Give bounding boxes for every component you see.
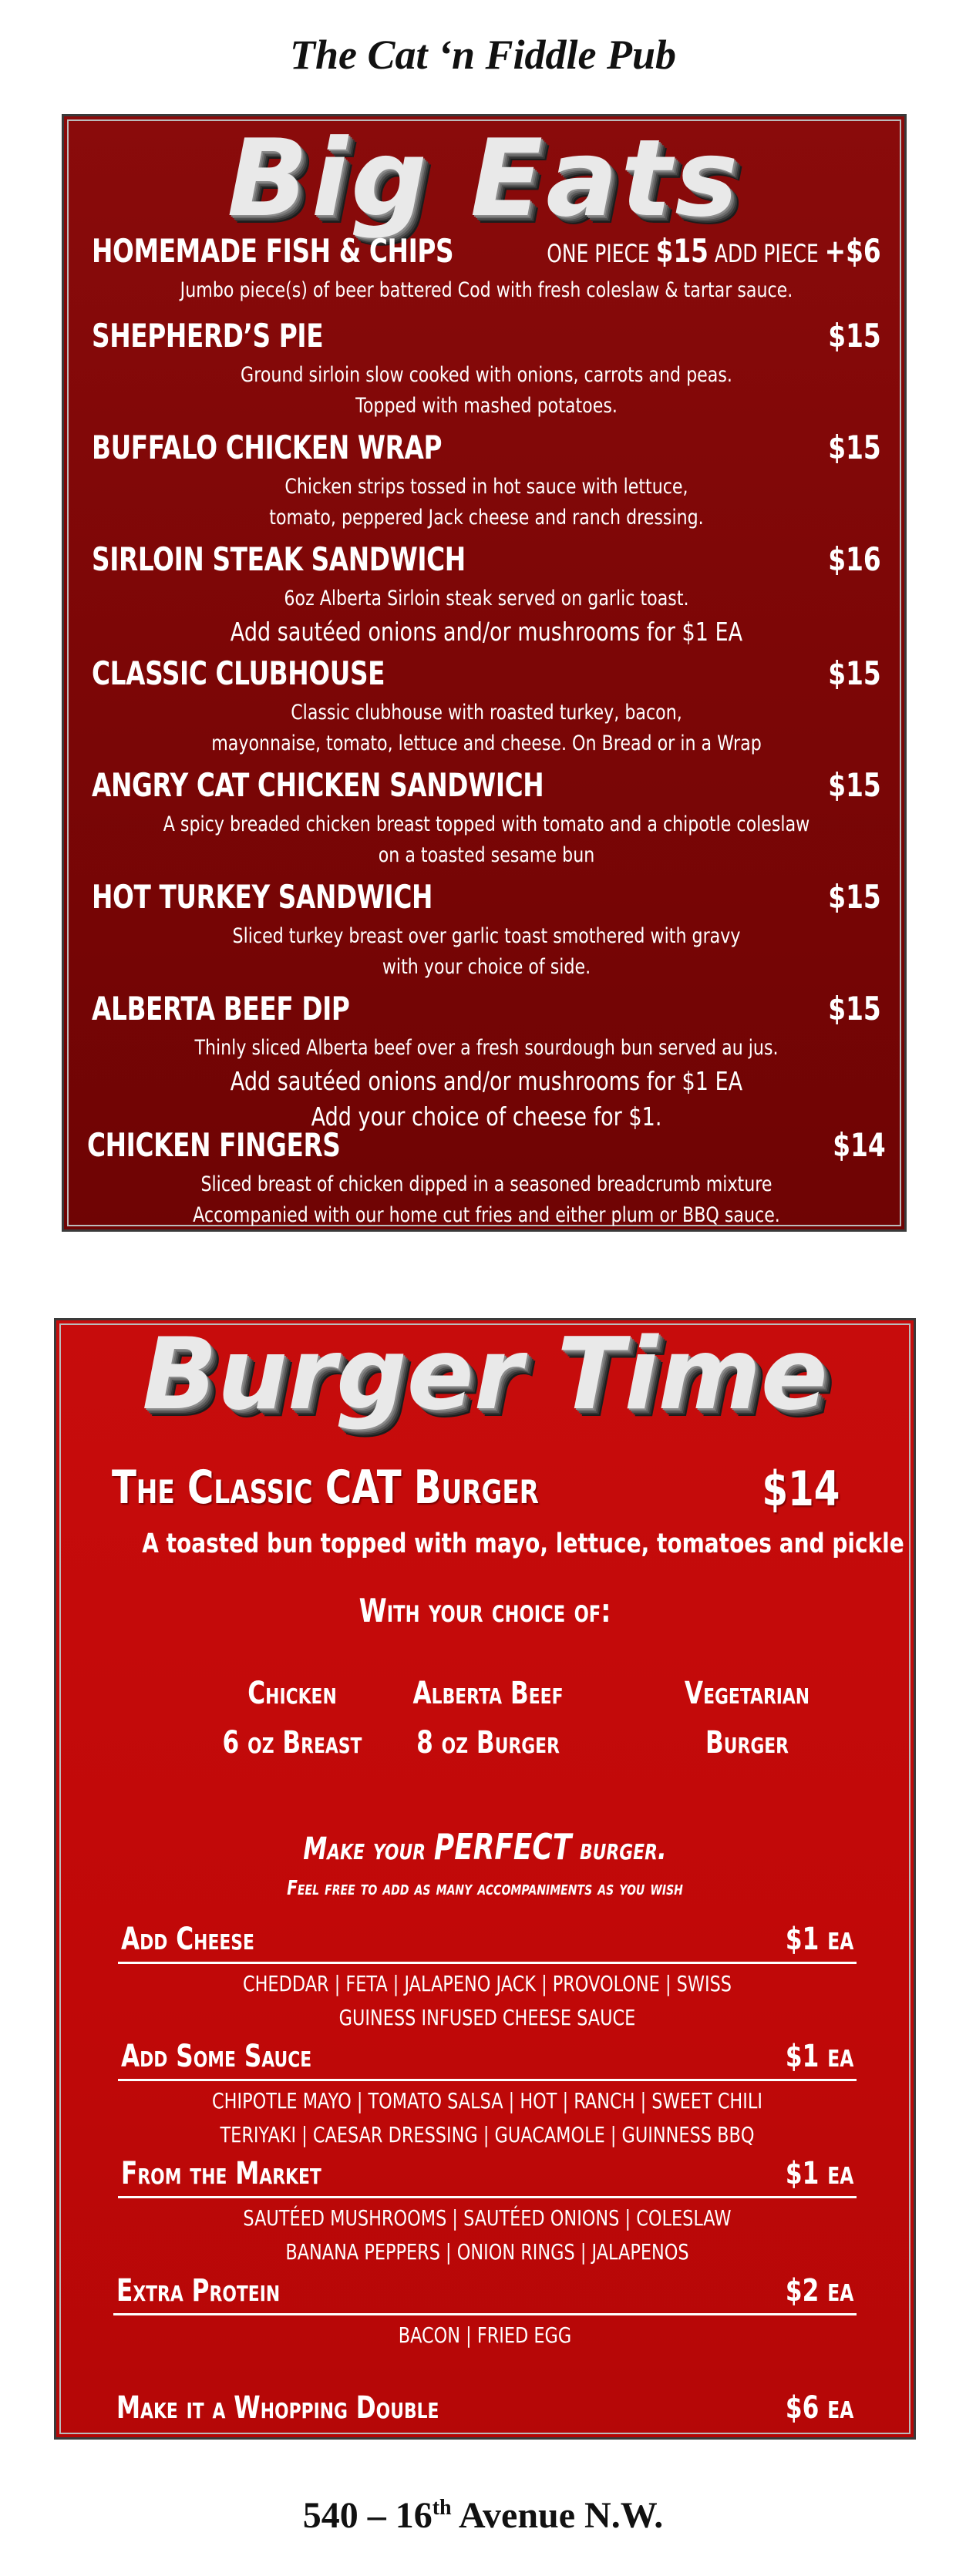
- addon-price: [786, 2039, 853, 2074]
- item-description: Classic clubhouse with roasted turkey, bacon,: [291, 701, 682, 725]
- feel-free-note: Feel free to add as many accompaniments as you wish: [287, 1877, 683, 1900]
- item-name: HOT TURKEY SANDWICH: [92, 878, 433, 916]
- address-text: 540 – 16: [302, 2495, 433, 2536]
- classic-burger-name: The Classic CAT Burger: [112, 1461, 539, 1515]
- addon-price: [786, 2273, 853, 2309]
- big-eats-panel: [62, 114, 907, 1232]
- item-name: ANGRY CAT CHICKEN SANDWICH: [92, 766, 544, 804]
- burger-time-panel: [54, 1318, 916, 2440]
- addon-protein: [113, 2273, 857, 2352]
- price-label: ADD PIECE: [715, 239, 820, 268]
- addon-name: Add Some Sauce: [121, 2039, 312, 2074]
- item-description: Sliced turkey breast over garlic toast smothered with gravy: [232, 924, 741, 948]
- item-description: Chicken strips tossed in hot sauce with lettuce,: [284, 475, 688, 499]
- addon-options: CHIPOTLE MAYO | TOMATO SALSA | HOT | RANCH | SWEET CHILI: [212, 2088, 762, 2114]
- choice-line: Burger: [705, 1725, 789, 1760]
- item-description: mayonnaise, tomato, lettuce and cheese. On Bread or in a Wrap: [211, 731, 762, 755]
- item-description: on a toasted sesame bun: [378, 843, 595, 867]
- addon-options: GUINESS INFUSED CHEESE SAUCE: [338, 2005, 636, 2030]
- addon-price-unit: EA: [826, 2163, 853, 2190]
- addon-price-value: $1: [785, 1922, 820, 1957]
- addon-options: SAUTÉED MUSHROOMS | SAUTÉED ONIONS | COLESLAW: [243, 2205, 732, 2231]
- addon-name: From the Market: [121, 2156, 321, 2191]
- addon-options: CHEDDAR | FETA | JALAPENO JACK | PROVOLONE | SWISS: [242, 1971, 732, 1996]
- item-price: $15: [828, 317, 881, 355]
- item-price: $16: [828, 540, 881, 578]
- addon-price-value: $1: [785, 2156, 820, 2191]
- item-description: Topped with mashed potatoes.: [355, 394, 618, 418]
- item-price: $15: [828, 878, 881, 916]
- choice-heading: With your choice of:: [358, 1592, 611, 1629]
- make-perfect-text: burger.: [571, 1831, 667, 1867]
- item-name: CLASSIC CLUBHOUSE: [92, 654, 385, 692]
- item-name: HOMEMADE FISH & CHIPS: [92, 232, 454, 270]
- menu-item-fish-chips: [86, 232, 887, 306]
- choice-line: Vegetarian: [684, 1676, 810, 1711]
- item-description: tomato, peppered Jack cheese and ranch dressing.: [269, 506, 704, 530]
- item-name: SHEPHERD’S PIE: [92, 317, 324, 355]
- make-perfect-heading: [150, 1826, 819, 1868]
- item-price: [547, 232, 881, 270]
- big-eats-banner: Big Eats: [227, 116, 742, 240]
- menu-item-alberta-beef-dip: [86, 990, 887, 1135]
- addon-price-unit: EA: [826, 1929, 853, 1956]
- make-perfect-emphasis: PERFECT: [433, 1826, 572, 1868]
- item-name: CHICKEN FINGERS: [87, 1126, 341, 1164]
- classic-burger-price: $14: [762, 1461, 840, 1517]
- addon-price: [786, 1922, 853, 1957]
- item-description: Ground sirloin slow cooked with onions, carrots and peas.: [241, 363, 732, 387]
- pub-title: The Cat ‘n Fiddle Pub: [289, 32, 677, 78]
- price-value: +$6: [824, 232, 881, 270]
- addon-price-unit: EA: [826, 2046, 853, 2073]
- addon-price-value: $6: [785, 2390, 820, 2426]
- menu-item-shepherds-pie: [86, 317, 887, 422]
- addon-price-value: $1: [785, 2039, 820, 2074]
- addon-price-unit: EA: [826, 2280, 853, 2307]
- menu-item-classic-clubhouse: [86, 654, 887, 759]
- item-description: Accompanied with our home cut fries and either plum or BBQ sauce.: [193, 1203, 780, 1227]
- item-name: ALBERTA BEEF DIP: [92, 990, 350, 1027]
- choice-vegetarian: [651, 1669, 843, 1767]
- choice-line: Alberta Beef: [412, 1676, 564, 1711]
- addon-whopping-double: [113, 2390, 857, 2430]
- addon-price-unit: EA: [826, 2397, 853, 2424]
- menu-item-angry-cat-chicken-sandwich: [86, 766, 887, 871]
- item-extra: Add sautéed onions and/or mushrooms for $1 EA: [230, 617, 743, 647]
- item-description: 6oz Alberta Sirloin steak served on garlic toast.: [284, 587, 689, 610]
- addon-price: [786, 2156, 853, 2191]
- addon-options: TERIYAKI | CAESAR DRESSING | GUACAMOLE | GUINNESS BBQ: [220, 2122, 755, 2147]
- menu-item-buffalo-chicken-wrap: [86, 429, 887, 533]
- item-name: SIRLOIN STEAK SANDWICH: [92, 540, 466, 578]
- item-name: BUFFALO CHICKEN WRAP: [92, 429, 443, 466]
- addon-sauce: [118, 2039, 857, 2152]
- item-description: Sliced breast of chicken dipped in a seasoned breadcrumb mixture: [200, 1172, 772, 1196]
- item-price: $15: [828, 429, 881, 466]
- menu-item-sirloin-steak-sandwich: [86, 540, 887, 650]
- item-extra: Add sautéed onions and/or mushrooms for $1 EA: [230, 1066, 743, 1096]
- make-perfect-text: Make your: [303, 1831, 434, 1867]
- item-price: $14: [833, 1126, 886, 1164]
- item-price: $15: [828, 654, 881, 692]
- menu-item-hot-turkey-sandwich: [86, 878, 887, 983]
- choice-alberta-beef: [392, 1669, 584, 1767]
- addon-price-value: $2: [785, 2273, 820, 2309]
- item-description: A spicy breaded chicken breast topped with tomato and a chipotle coleslaw: [163, 812, 810, 836]
- addon-name: Make it a Whopping Double: [116, 2390, 439, 2426]
- pub-address: [0, 2494, 966, 2537]
- addon-options: BACON | FRIED EGG: [398, 2322, 572, 2348]
- item-extra: Add your choice of cheese for $1.: [311, 1101, 662, 1132]
- addon-options: BANANA PEPPERS | ONION RINGS | JALAPENOS: [285, 2239, 689, 2265]
- choice-line: 6 oz Breast: [222, 1725, 362, 1760]
- item-price: $15: [828, 990, 881, 1027]
- price-label: ONE PIECE: [547, 239, 650, 268]
- addon-cheese: [118, 1922, 857, 2035]
- addon-price: [786, 2390, 853, 2426]
- choice-chicken: [196, 1669, 389, 1767]
- price-value: $15: [655, 232, 709, 270]
- burger-time-banner: Burger Time: [142, 1317, 828, 1432]
- addon-name: Add Cheese: [121, 1922, 254, 1957]
- classic-burger-description: A toasted bun topped with mayo, lettuce, tomatoes and pickle: [142, 1528, 904, 1559]
- address-text: Avenue N.W.: [451, 2495, 664, 2536]
- item-price: $15: [828, 766, 881, 804]
- item-description: Thinly sliced Alberta beef over a fresh sourdough bun served au jus.: [194, 1036, 779, 1060]
- addon-market: [118, 2156, 857, 2269]
- menu-item-chicken-fingers: [81, 1126, 892, 1231]
- choice-line: Chicken: [247, 1676, 337, 1711]
- choice-line: 8 oz Burger: [416, 1725, 560, 1760]
- item-description: Jumbo piece(s) of beer battered Cod with fresh coleslaw & tartar sauce.: [180, 278, 793, 302]
- address-ordinal: th: [432, 2496, 452, 2520]
- addon-name: Extra Protein: [116, 2273, 281, 2309]
- item-description: with your choice of side.: [382, 955, 591, 979]
